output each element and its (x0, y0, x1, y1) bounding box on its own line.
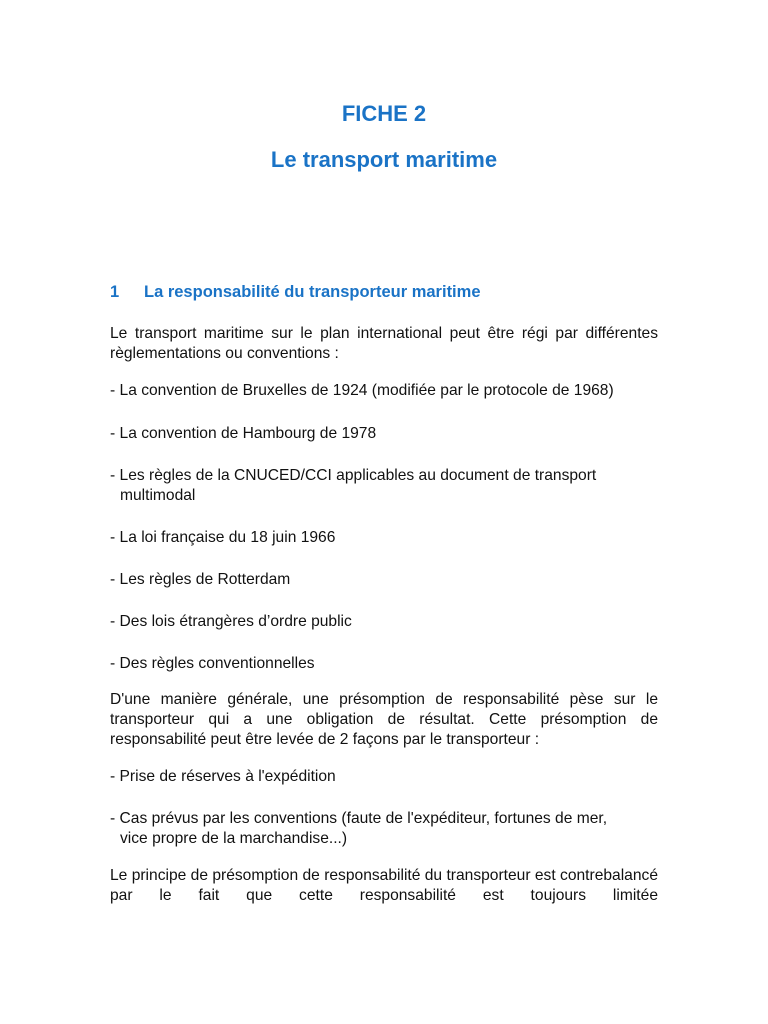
convention-item-text: - La loi française du 18 juin 1966 (110, 529, 336, 546)
exemption-item (110, 809, 670, 849)
convention-item (110, 570, 670, 590)
exemption-item-text: - Prise de réserves à l'expédition (110, 768, 336, 785)
convention-item (110, 612, 670, 632)
convention-item-text: - Des lois étrangères d’ordre public (110, 613, 352, 630)
convention-item-continuation: multimodal (120, 487, 196, 504)
convention-item (110, 654, 670, 674)
intro-paragraph: Le transport maritime sur le plan international peut être régi par différentes règlementations ou conventions : (110, 325, 658, 362)
exemption-item (110, 767, 670, 787)
limitation-paragraph: Le principe de présomption de responsabilité du transporteur est contrebalancé par le fait que cette responsabilité est toujours limitée (110, 867, 658, 904)
convention-item (110, 528, 670, 548)
convention-item-text: - Des règles conventionnelles (110, 655, 315, 672)
convention-item-text: - Les règles de Rotterdam (110, 571, 291, 588)
section-heading (110, 283, 481, 302)
convention-item-text: - La convention de Bruxelles de 1924 (modifiée par le protocole de 1968) (110, 382, 614, 399)
convention-item-text: - La convention de Hambourg de 1978 (110, 425, 377, 442)
convention-item-text: - Les règles de la CNUCED/CCI applicables au document de transport (110, 467, 597, 484)
exemption-item-text: - Cas prévus par les conventions (faute de l'expéditeur, fortunes de mer, (110, 810, 608, 827)
convention-item (110, 424, 670, 444)
section-title: La responsabilité du transporteur maritime (144, 283, 481, 301)
document-title: Le transport maritime (270, 147, 498, 172)
convention-item (110, 381, 670, 401)
fiche-number-title: FICHE 2 (341, 101, 427, 126)
exemption-item-continuation: vice propre de la marchandise...) (120, 830, 348, 847)
section-number: 1 (110, 283, 120, 301)
presumption-paragraph: D'une manière générale, une présomption de responsabilité pèse sur le transporteur qui a une obligation de résultat. Cette présomption de responsabilité peut être levée de 2 façons par le transporteur : (110, 691, 658, 748)
convention-item (110, 466, 670, 506)
